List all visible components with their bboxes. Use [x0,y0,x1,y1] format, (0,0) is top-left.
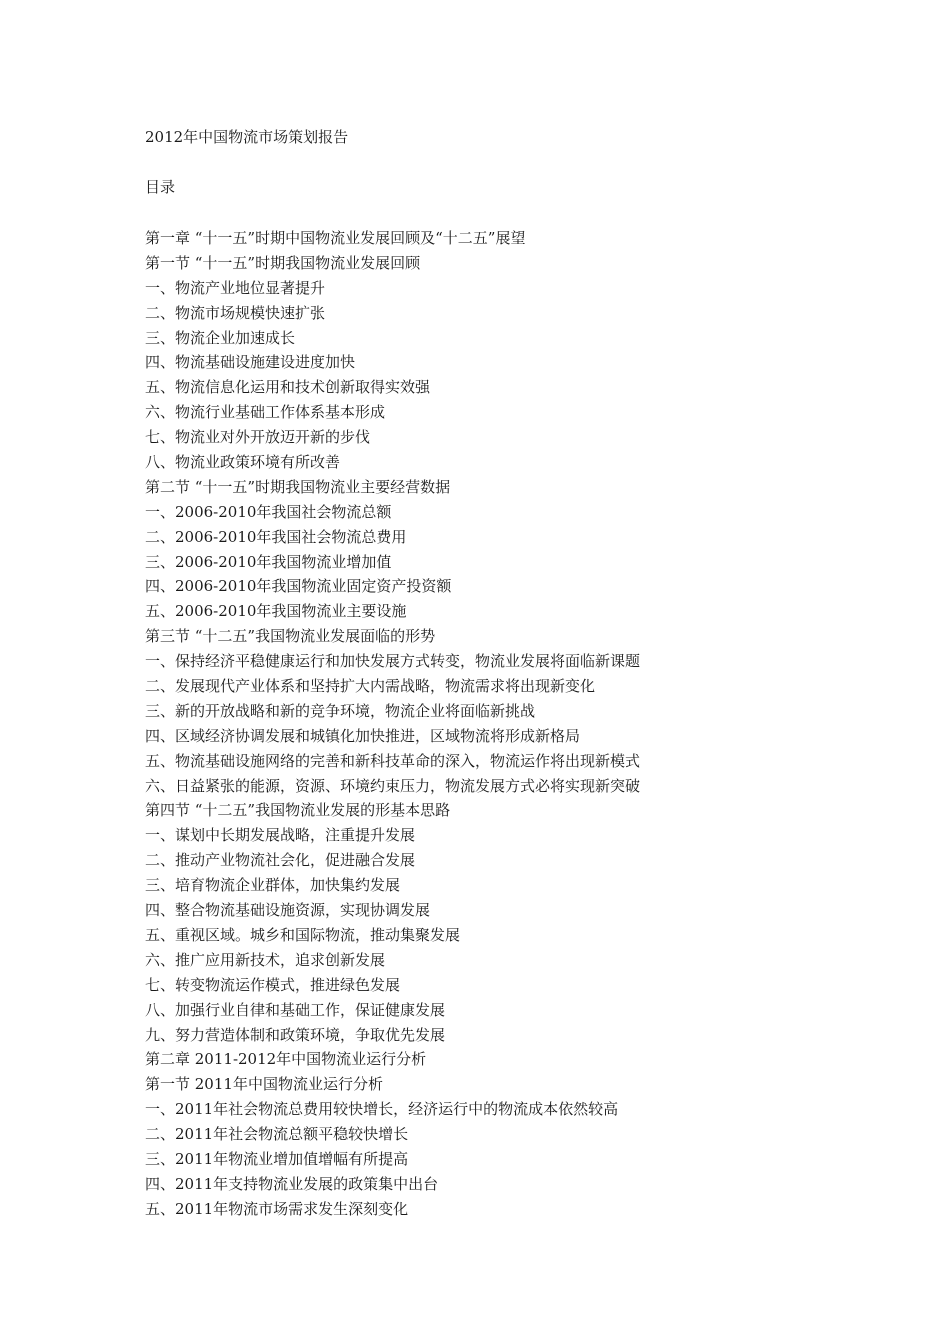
toc-line: 第三节 “十二五”我国物流业发展面临的形势 [145,627,436,646]
toc-line: 二、物流市场规模快速扩张 [145,303,326,322]
toc-line: 四、2011年支持物流业发展的政策集中出台 [145,1174,439,1193]
toc-line: 三、2011年物流业增加值增幅有所提高 [145,1149,409,1168]
toc-line: 第四节 “十二五”我国物流业发展的形基本思路 [145,801,451,820]
toc-line: 六、物流行业基础工作体系基本形成 [145,403,386,422]
toc-line: 七、转变物流运作模式，推进绿色发展 [145,975,401,994]
toc-line: 一、谋划中长期发展战略，注重提升发展 [145,826,416,845]
toc-line: 二、2011年社会物流总额平稳较快增长 [145,1125,409,1144]
toc-line: 二、发展现代产业体系和坚持扩大内需战略，物流需求将出现新变化 [145,677,596,696]
toc-line: 四、物流基础设施建设进度加快 [145,353,356,372]
toc-line: 三、培育物流企业群体，加快集约发展 [145,876,401,895]
document-title: 2012年中国物流市场策划报告 [145,128,349,146]
toc-line: 二、推动产业物流社会化，促进融合发展 [145,851,416,870]
toc-line: 五、重视区域。城乡和国际物流，推动集聚发展 [145,925,461,944]
toc-line: 八、物流业政策环境有所改善 [145,453,341,472]
toc-line: 九、努力营造体制和政策环境，争取优先发展 [145,1025,446,1044]
toc-line: 一、物流产业地位显著提升 [145,278,326,297]
toc-line: 七、物流业对外开放迈开新的步伐 [145,428,371,447]
toc-line: 八、加强行业自律和基础工作，保证健康发展 [145,1000,446,1019]
toc-line: 三、新的开放战略和新的竞争环境，物流企业将面临新挑战 [145,701,536,720]
table-of-contents [145,226,845,1222]
toc-line: 四、整合物流基础设施资源，实现协调发展 [145,901,431,920]
toc-line: 三、物流企业加速成长 [145,328,296,347]
toc-line: 第二章 2011-2012年中国物流业运行分析 [145,1050,427,1069]
toc-line: 六、推广应用新技术，追求创新发展 [145,950,386,969]
toc-heading: 目录 [145,178,176,196]
toc-line: 四、2006-2010年我国物流业固定资产投资额 [145,577,452,596]
toc-line: 第二节 “十一五”时期我国物流业主要经营数据 [145,477,451,496]
toc-line: 第一节 2011年中国物流业运行分析 [145,1075,383,1094]
toc-line: 五、物流基础设施网络的完善和新科技革命的深入，物流运作将出现新模式 [145,751,641,770]
toc-line: 一、2011年社会物流总费用较快增长，经济运行中的物流成本依然较高 [145,1100,619,1119]
toc-line: 四、区域经济协调发展和城镇化加快推进，区域物流将形成新格局 [145,726,581,745]
toc-line: 六、日益紧张的能源，资源、环境约束压力，物流发展方式必将实现新突破 [145,776,641,795]
toc-line: 二、2006-2010年我国社会物流总费用 [145,527,407,546]
toc-line: 第一节 “十一五”时期我国物流业发展回顾 [145,253,421,272]
toc-line: 第一章 “十一五”时期中国物流业发展回顾及“十二五”展望 [145,229,526,247]
toc-line: 一、2006-2010年我国社会物流总额 [145,502,392,521]
toc-line: 五、物流信息化运用和技术创新取得实效强 [145,378,431,397]
toc-line: 五、2006-2010年我国物流业主要设施 [145,602,407,621]
toc-line: 一、保持经济平稳健康运行和加快发展方式转变，物流业发展将面临新课题 [145,652,641,671]
toc-line: 三、2006-2010年我国物流业增加值 [145,552,392,571]
toc-line: 五、2011年物流市场需求发生深刻变化 [145,1199,409,1218]
